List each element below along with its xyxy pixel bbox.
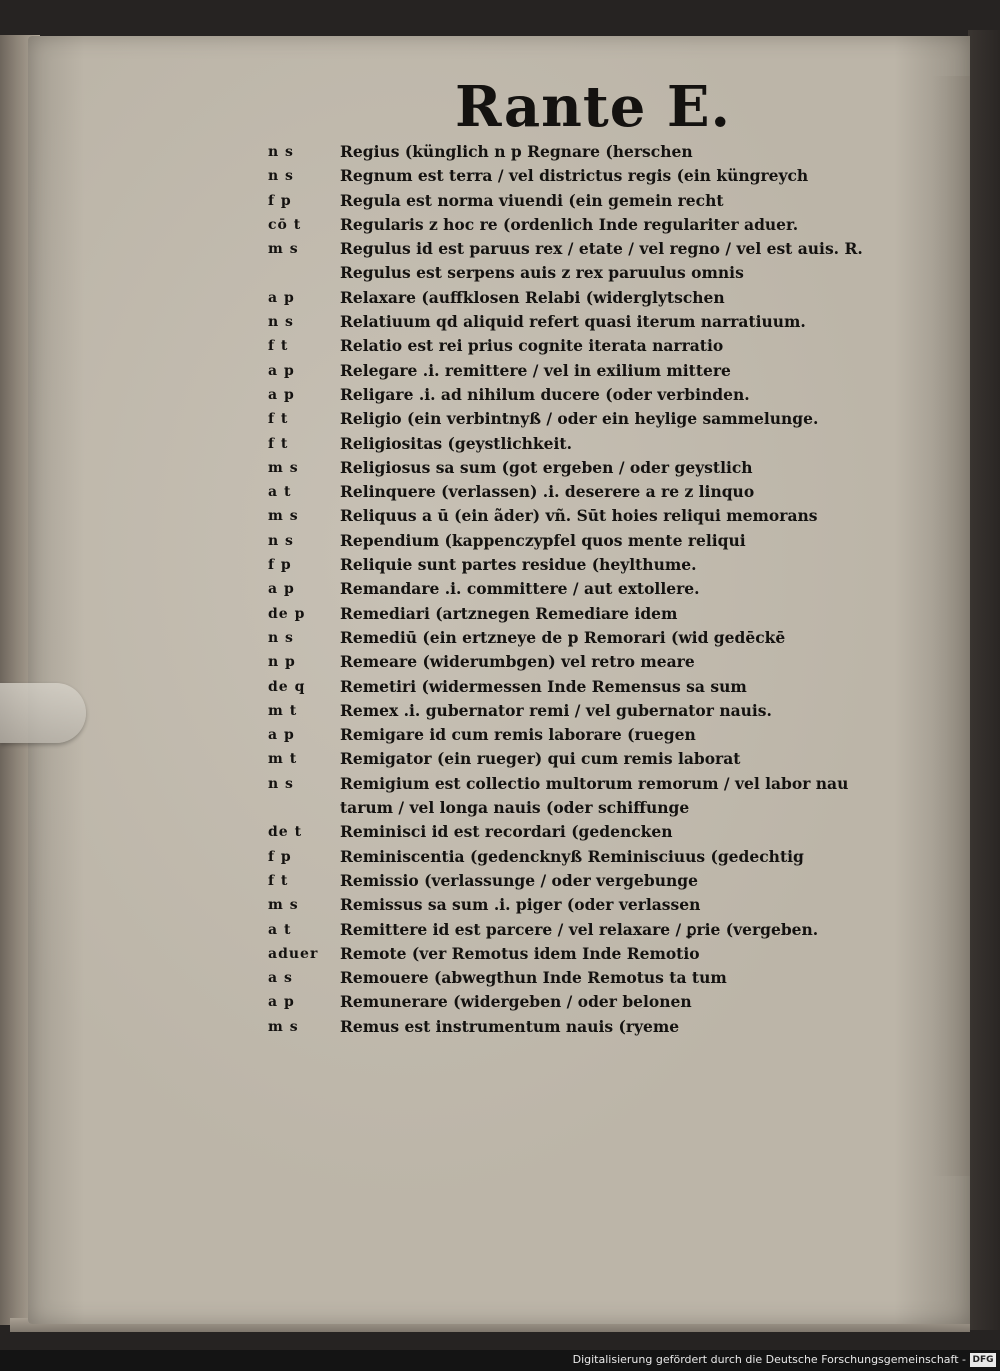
entry-text: Reminisci id est recordari (gedencken [340, 822, 673, 842]
dictionary-entry [268, 164, 868, 188]
entry-grammar-tag: de q [268, 678, 306, 695]
book-clip [0, 683, 86, 743]
entry-text: Relaxare (auffklosen Relabi (widerglytschen [340, 287, 725, 307]
entry-text: Reminiscentia (gedencknyß Reminisciuus (gedechtig [340, 846, 804, 866]
entry-grammar-tag: m t [268, 702, 298, 719]
dictionary-entry [268, 723, 868, 747]
entry-text: Relinquere (verlassen) .i. deserere a re z linquo [340, 482, 755, 502]
entry-grammar-tag: f p [268, 848, 292, 865]
entry-grammar-tag: a p [268, 386, 295, 403]
entry-text: Remandare .i. committere / aut extollere. [340, 579, 700, 599]
entry-text: Reliquie sunt partes residue (heylthume. [340, 555, 697, 575]
dictionary-entry [268, 990, 868, 1014]
entry-text: Remex .i. gubernator remi / vel gubernator nauis. [340, 700, 772, 720]
entry-grammar-tag: f t [268, 872, 289, 889]
dictionary-entry [268, 650, 868, 674]
book-edge-right [968, 30, 1000, 1330]
dictionary-entries [268, 140, 868, 1039]
dictionary-entry [268, 504, 868, 528]
entry-text: Remittere id est parcere / vel relaxare / ꝑrie (vergeben. [340, 919, 819, 939]
entry-text: Relegare .i. remittere / vel in exilium mittere [340, 360, 731, 380]
dictionary-entry [268, 893, 868, 917]
dictionary-entry [268, 456, 868, 480]
entry-grammar-tag: n s [268, 314, 294, 331]
entry-text: Remunerare (widergeben / oder belonen [340, 992, 692, 1012]
entry-grammar-tag: m s [268, 508, 299, 525]
dictionary-entry [268, 213, 868, 237]
dictionary-entry [268, 942, 868, 966]
dictionary-entry [268, 334, 868, 358]
entry-text: Reliquus a ū (ein ãder) vñ. Sūt hoies reliqui memorans [340, 506, 818, 526]
entry-grammar-tag: n s [268, 629, 294, 646]
dictionary-entry [268, 699, 868, 723]
entry-grammar-tag: de p [268, 605, 306, 622]
entry-text: Remissus sa sum .i. piger (oder verlassen [340, 895, 701, 915]
entry-grammar-tag: de t [268, 824, 303, 841]
entry-text: Regularis z hoc re (ordenlich Inde regulariter aduer. [340, 214, 799, 234]
entry-text: Relatiuum qd aliquid refert quasi iterum narratiuum. [340, 312, 806, 332]
entry-grammar-tag: n s [268, 144, 294, 160]
entry-text: Regulus id est paruus rex / etate / vel regno / vel est auis. R. [340, 239, 863, 259]
entry-text: Remediari (artznegen Remediare idem [340, 603, 678, 623]
entry-text: Relatio est rei prius cognite iterata narratio [340, 336, 724, 356]
entry-grammar-tag: a t [268, 484, 292, 501]
entry-grammar-tag: m s [268, 241, 299, 258]
dictionary-entry [268, 675, 868, 699]
entry-grammar-tag: n s [268, 168, 294, 185]
dictionary-entry [268, 237, 868, 261]
dictionary-entry [268, 772, 868, 796]
entry-grammar-tag: m t [268, 751, 298, 768]
entry-grammar-tag: f p [268, 192, 292, 209]
dictionary-entry [268, 286, 868, 310]
footer-bar [0, 1350, 1000, 1371]
dictionary-entry [268, 310, 868, 334]
entry-grammar-tag: n s [268, 532, 294, 549]
footer-credit: Digitalisierung gefördert durch die Deutsche Forschungsgemeinschaft - [572, 1353, 966, 1366]
entry-text: Remigator (ein rueger) qui cum remis laborat [340, 749, 741, 769]
entry-grammar-tag: n p [268, 654, 296, 671]
dictionary-entry [268, 845, 868, 869]
dfg-logo: DFG [970, 1353, 996, 1367]
entry-text: Remigare id cum remis laborare (ruegen [340, 725, 696, 745]
dictionary-entry [268, 869, 868, 893]
entry-text: tarum / vel longa nauis (oder schiffunge [340, 798, 690, 818]
entry-text: Religiositas (geystlichkeit. [340, 433, 572, 453]
entry-text: Religio (ein verbintnyß / oder ein heylige sammelunge. [340, 409, 819, 429]
entry-grammar-tag: n s [268, 775, 294, 792]
dictionary-entry [268, 480, 868, 504]
entry-grammar-tag: a p [268, 581, 295, 598]
entry-grammar-tag: cō t [268, 216, 302, 233]
entry-grammar-tag: a s [268, 970, 293, 987]
dictionary-entry [268, 966, 868, 990]
dictionary-entry [268, 140, 868, 164]
entry-grammar-tag: f t [268, 411, 289, 428]
entry-grammar-tag: m s [268, 1018, 299, 1035]
entry-grammar-tag: f p [268, 557, 292, 574]
entry-text: Remetiri (widermessen Inde Remensus sa sum [340, 676, 747, 696]
entry-text: Remissio (verlassunge / oder vergebunge [340, 870, 698, 890]
dictionary-entry [268, 577, 868, 601]
entry-text: Remote (ver Remotus idem Inde Remotio [340, 943, 700, 963]
entry-text: Regula est norma viuendi (ein gemein recht [340, 190, 724, 210]
entry-grammar-tag: m s [268, 459, 299, 476]
dictionary-entry [268, 820, 868, 844]
dictionary-entry [268, 261, 868, 285]
dictionary-entry [268, 553, 868, 577]
entry-grammar-tag: f t [268, 338, 289, 355]
entry-text: Remus est instrumentum nauis (ryeme [340, 1016, 680, 1036]
entry-grammar-tag: a p [268, 727, 295, 744]
dictionary-entry [268, 747, 868, 771]
entry-text: Remouere (abwegthun Inde Remotus ta tum [340, 968, 727, 988]
dictionary-entry [268, 359, 868, 383]
entry-text: Regulus est serpens auis z rex paruulus omnis [340, 263, 744, 283]
entry-grammar-tag: a p [268, 362, 295, 379]
dictionary-entry [268, 796, 868, 820]
entry-grammar-tag: m s [268, 897, 299, 914]
dictionary-entry [268, 626, 868, 650]
entry-text: Regius (künglich n p Regnare (herschen [340, 142, 693, 161]
entry-grammar-tag: a p [268, 289, 295, 306]
page-header: Rante E. [455, 74, 731, 140]
dictionary-entry [268, 918, 868, 942]
entry-text: Religiosus sa sum (got ergeben / oder geystlich [340, 457, 753, 477]
dictionary-entry [268, 432, 868, 456]
entry-text: Remigium est collectio multorum remorum / vel labor nau [340, 773, 849, 793]
page-shadow [932, 76, 970, 1176]
entry-text: Rependium (kappenczypfel quos mente reliqui [340, 530, 746, 550]
dictionary-entry [268, 1015, 868, 1039]
dictionary-entry [268, 602, 868, 626]
entry-grammar-tag: f t [268, 435, 289, 452]
dictionary-entry [268, 529, 868, 553]
entry-text: Religare .i. ad nihilum ducere (oder verbinden. [340, 384, 750, 404]
entry-grammar-tag: a p [268, 994, 295, 1011]
entry-text: Remeare (widerumbgen) vel retro meare [340, 652, 695, 672]
entry-grammar-tag: aduer [268, 945, 319, 962]
entry-text: Regnum est terra / vel districtus regis (ein küngreych [340, 166, 809, 186]
dictionary-entry [268, 383, 868, 407]
dictionary-entry [268, 407, 868, 431]
dictionary-entry [268, 189, 868, 213]
entry-text: Remediū (ein ertzneye de p Remorari (wid gedēckē [340, 627, 786, 647]
entry-grammar-tag: a t [268, 921, 292, 938]
